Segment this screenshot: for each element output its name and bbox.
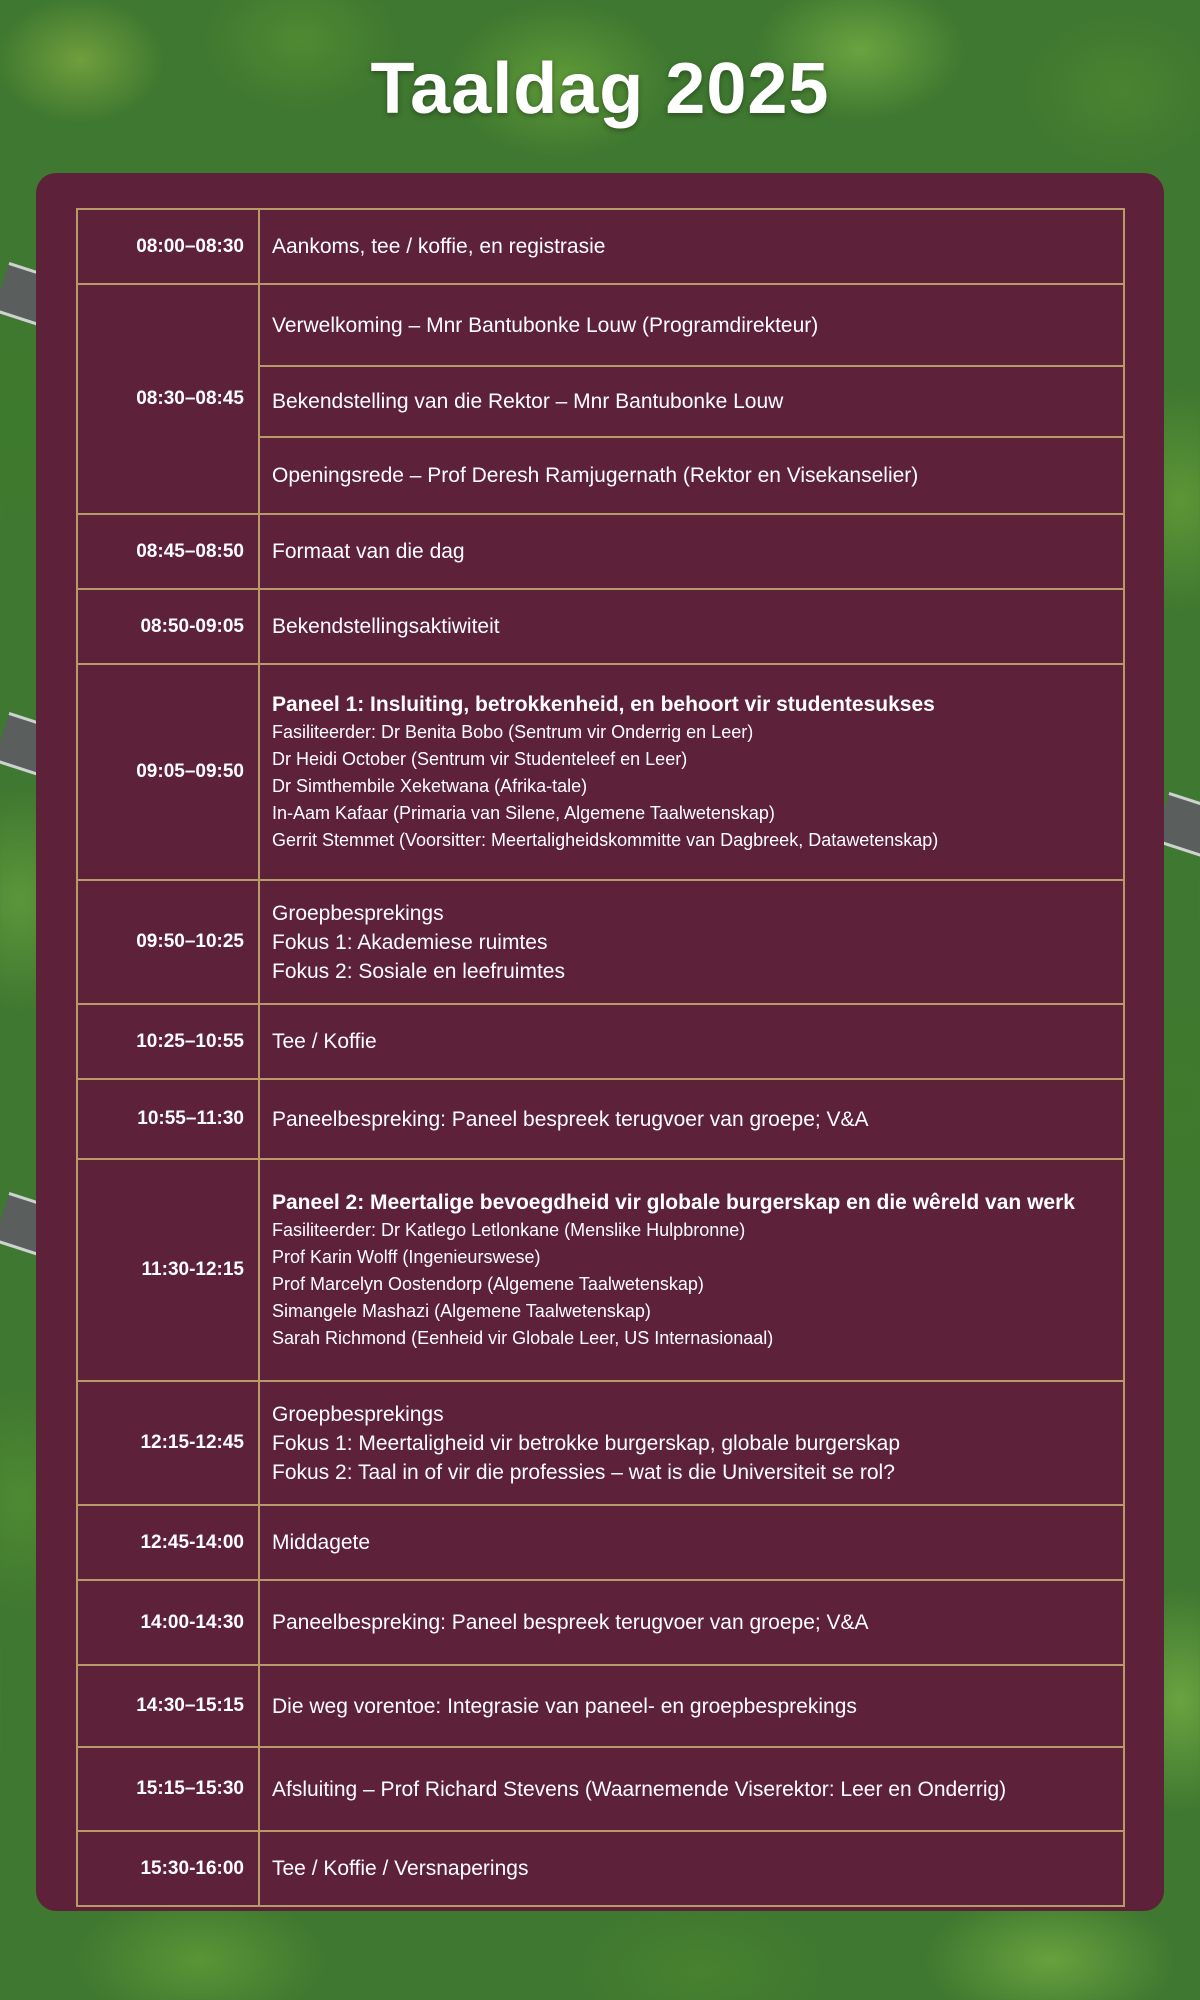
panel-member: Fasiliteerder: Dr Benita Bobo (Sentrum vir Onderrig en Leer) — [272, 722, 754, 742]
panel-member: Dr Simthembile Xeketwana (Afrika-tale) — [272, 776, 588, 796]
time-cell: 15:15–15:30 — [77, 1747, 259, 1831]
table-row — [77, 1665, 1124, 1747]
description-line: Fokus 2: Sosiale en leefruimtes — [272, 959, 565, 983]
page-title: Taaldag 2025 — [370, 49, 830, 129]
time-cell: 14:00-14:30 — [77, 1580, 259, 1665]
table-row — [77, 1079, 1124, 1159]
panel-member: Prof Marcelyn Oostendorp (Algemene Taalwetenskap) — [272, 1274, 704, 1294]
table-row — [77, 880, 1124, 1004]
description-line: Fokus 1: Akademiese ruimtes — [272, 930, 548, 954]
time-cell: 08:50-09:05 — [77, 589, 259, 664]
table-row — [77, 1580, 1124, 1665]
description-line: Groepbesprekings — [272, 901, 444, 925]
table-row — [77, 1747, 1124, 1831]
table-row — [77, 1505, 1124, 1580]
time-cell: 09:05–09:50 — [77, 664, 259, 880]
description-line: Fokus 2: Taal in of vir die professies – wat is die Universiteit se rol? — [272, 1460, 895, 1484]
table-row — [77, 1381, 1124, 1505]
schedule-table — [76, 208, 1125, 1907]
description-cell: Die weg vorentoe: Integrasie van paneel- en groepbesprekings — [259, 1665, 1124, 1747]
panel-member: Sarah Richmond (Eenheid vir Globale Leer, US Internasionaal) — [272, 1328, 774, 1348]
time-cell: 14:30–15:15 — [77, 1665, 259, 1747]
time-cell: 09:50–10:25 — [77, 880, 259, 1004]
panel-member: Fasiliteerder: Dr Katlego Letlonkane (Menslike Hulpbronne) — [272, 1220, 746, 1240]
description-cell — [259, 880, 1124, 1004]
description-cell: Openingsrede – Prof Deresh Ramjugernath (Rektor en Visekanselier) — [259, 437, 1124, 514]
description-cell: Bekendstellingsaktiwiteit — [259, 589, 1124, 664]
description-line: Fokus 1: Meertaligheid vir betrokke burgerskap, globale burgerskap — [272, 1431, 901, 1455]
time-cell: 10:55–11:30 — [77, 1079, 259, 1159]
time-cell: 12:45-14:00 — [77, 1505, 259, 1580]
panel-title: Paneel 1: Insluiting, betrokkenheid, en behoort vir studentesukses — [272, 693, 935, 716]
table-row — [77, 514, 1124, 589]
panel-member: Dr Heidi October (Sentrum vir Studenteleef en Leer) — [272, 749, 688, 769]
schedule-card — [36, 173, 1164, 1911]
description-cell: Middagete — [259, 1505, 1124, 1580]
table-row — [77, 664, 1124, 880]
table-row — [77, 589, 1124, 664]
time-cell: 08:00–08:30 — [77, 209, 259, 284]
table-row — [77, 284, 1124, 366]
time-cell: 11:30-12:15 — [77, 1159, 259, 1381]
time-cell: 12:15-12:45 — [77, 1381, 259, 1505]
description-cell — [259, 664, 1124, 880]
time-cell: 08:30–08:45 — [77, 284, 259, 514]
description-cell: Aankoms, tee / koffie, en registrasie — [259, 209, 1124, 284]
panel-title: Paneel 2: Meertalige bevoegdheid vir globale burgerskap en die wêreld van werk — [272, 1191, 1075, 1214]
panel-member: Prof Karin Wolff (Ingenieurswese) — [272, 1247, 541, 1267]
table-row — [77, 1159, 1124, 1381]
description-cell: Afsluiting – Prof Richard Stevens (Waarnemende Viserektor: Leer en Onderrig) — [259, 1747, 1124, 1831]
description-cell: Bekendstelling van die Rektor – Mnr Bantubonke Louw — [259, 366, 1124, 437]
table-row — [77, 209, 1124, 284]
description-cell: Tee / Koffie — [259, 1004, 1124, 1079]
description-line: Groepbesprekings — [272, 1402, 444, 1426]
description-cell: Verwelkoming – Mnr Bantubonke Louw (Programdirekteur) — [259, 284, 1124, 366]
panel-member: In-Aam Kafaar (Primaria van Silene, Algemene Taalwetenskap) — [272, 803, 775, 823]
time-cell: 10:25–10:55 — [77, 1004, 259, 1079]
description-cell — [259, 1381, 1124, 1505]
table-row — [77, 1831, 1124, 1906]
description-cell: Paneelbespreking: Paneel bespreek terugvoer van groepe; V&A — [259, 1079, 1124, 1159]
description-cell: Formaat van die dag — [259, 514, 1124, 589]
panel-member: Gerrit Stemmet (Voorsitter: Meertaligheidskommitte van Dagbreek, Datawetenskap) — [272, 830, 939, 850]
description-cell: Paneelbespreking: Paneel bespreek terugvoer van groepe; V&A — [259, 1580, 1124, 1665]
time-cell: 15:30-16:00 — [77, 1831, 259, 1906]
table-row — [77, 1004, 1124, 1079]
time-cell: 08:45–08:50 — [77, 514, 259, 589]
description-cell: Tee / Koffie / Versnaperings — [259, 1831, 1124, 1906]
description-cell — [259, 1159, 1124, 1381]
panel-member: Simangele Mashazi (Algemene Taalwetenskap) — [272, 1301, 651, 1321]
